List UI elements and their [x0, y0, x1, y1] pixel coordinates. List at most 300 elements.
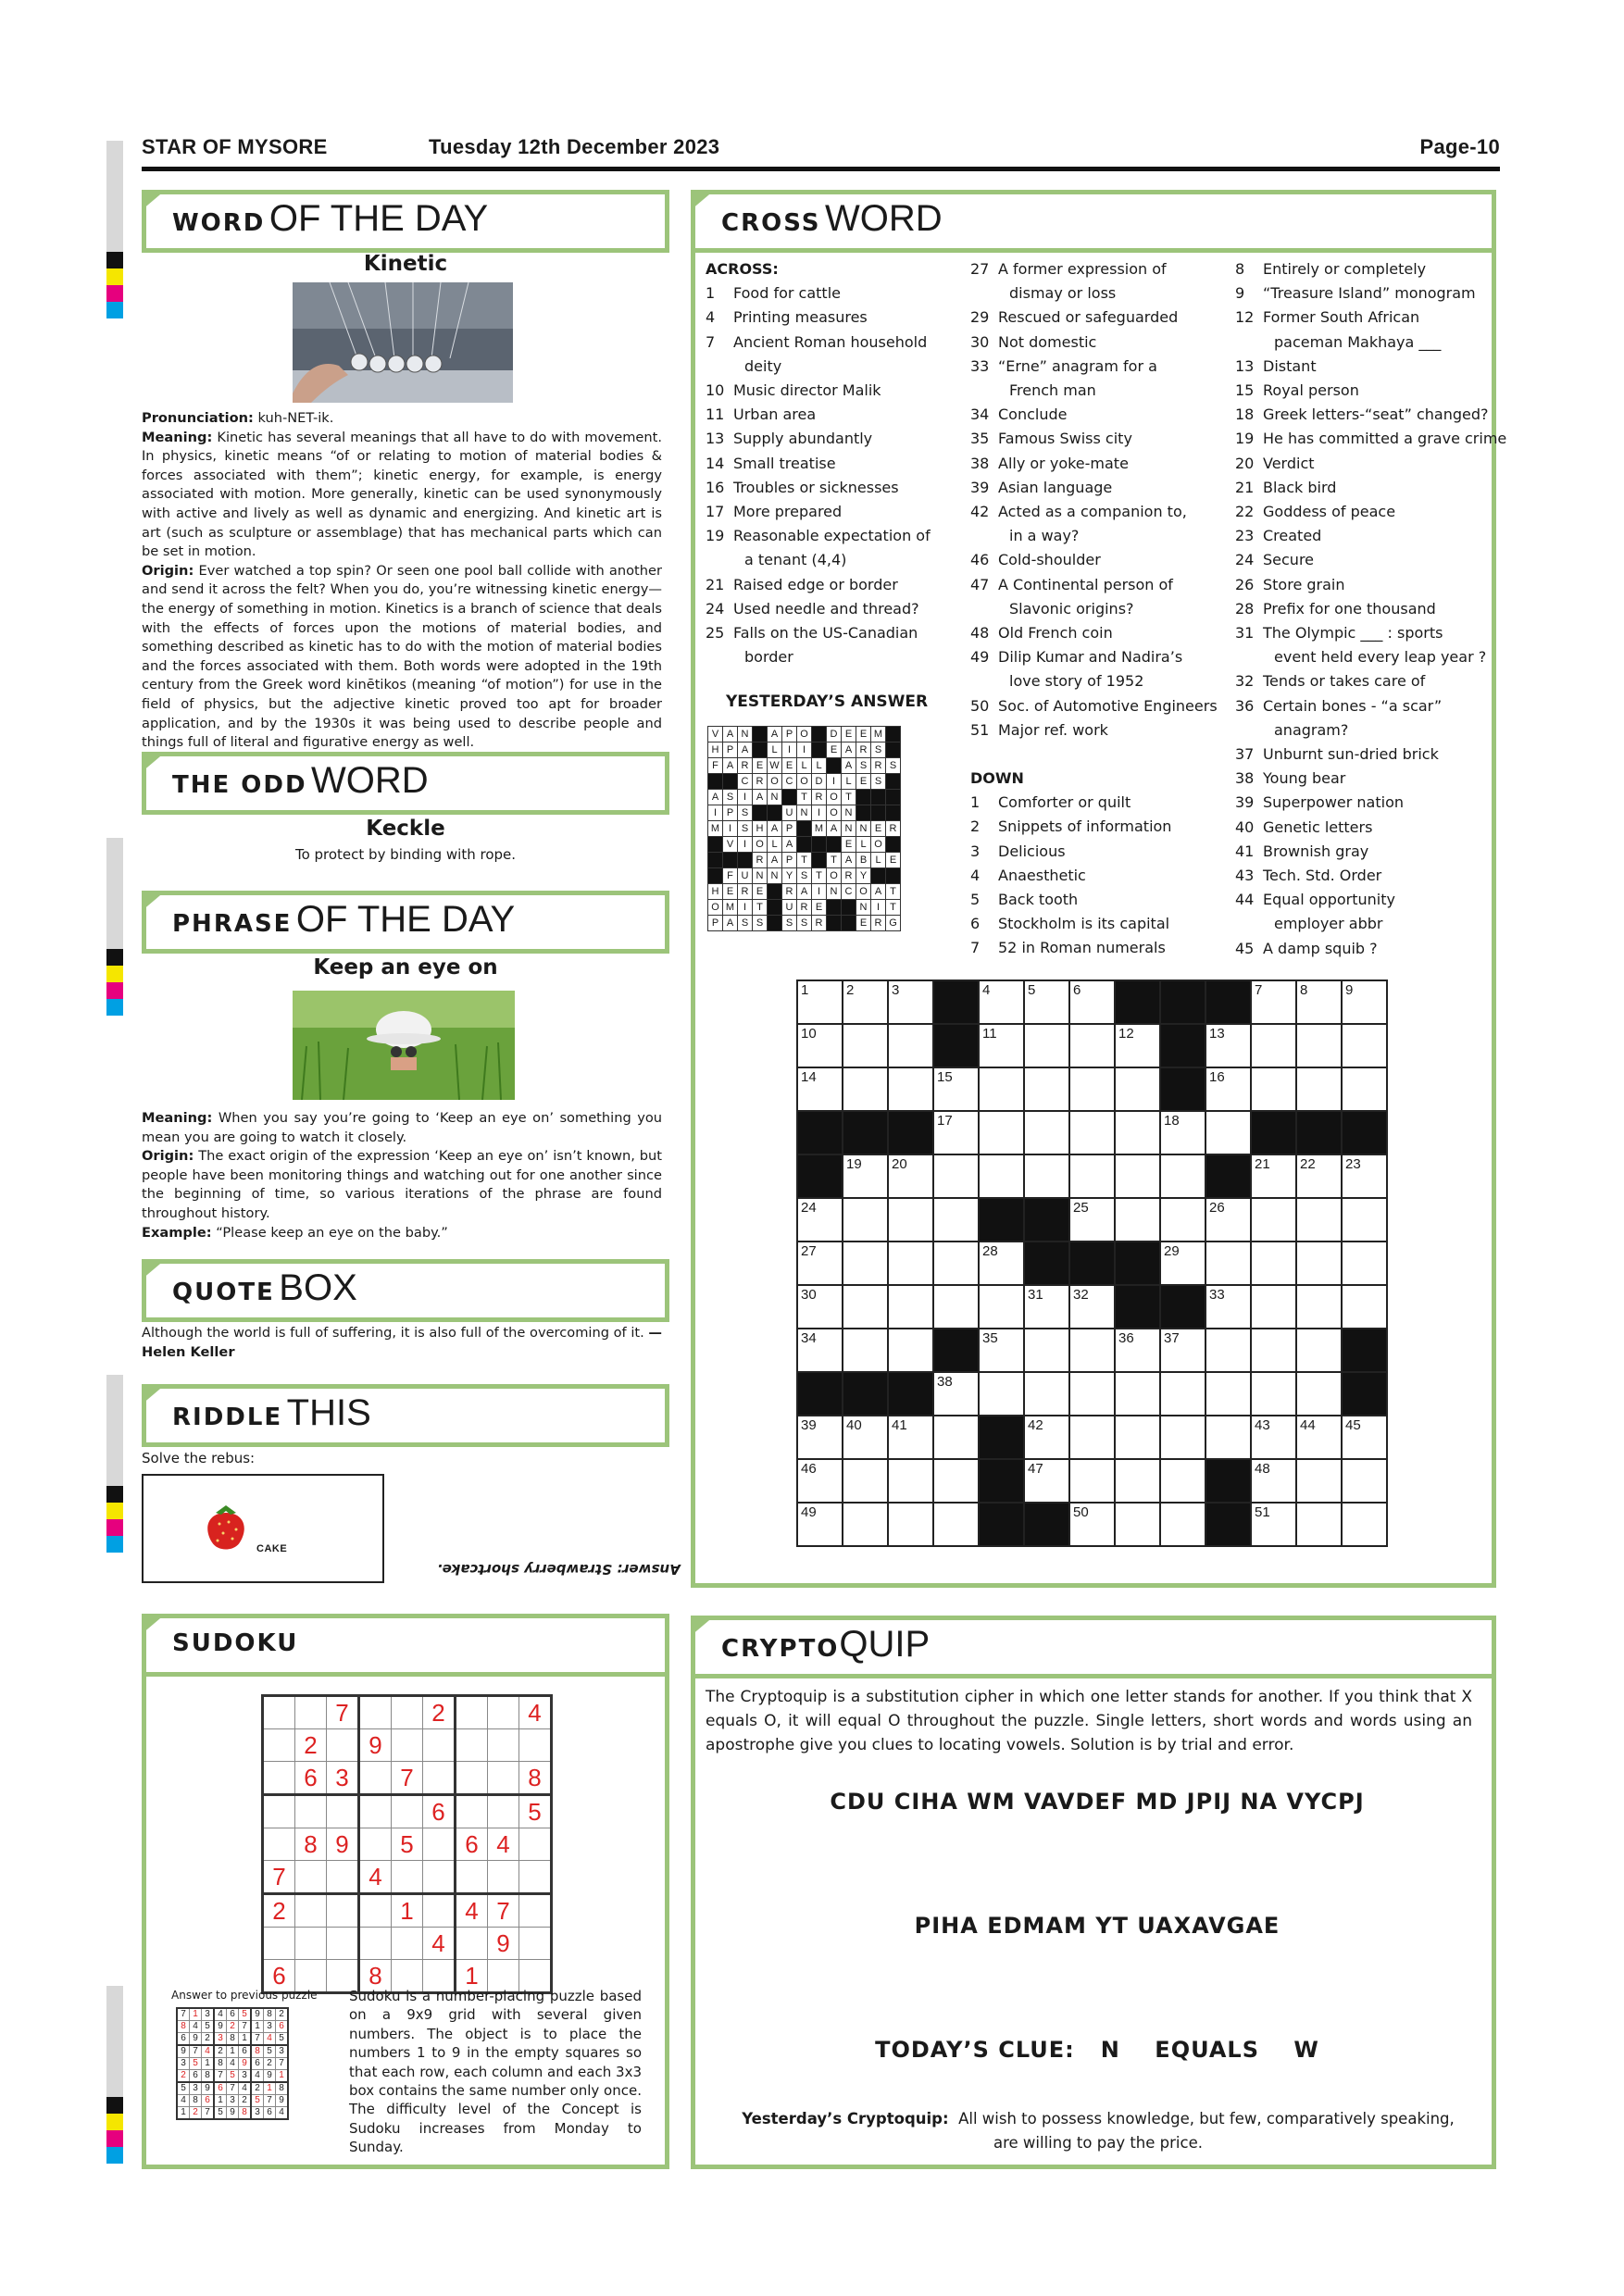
crossword-cell[interactable]	[843, 1416, 888, 1459]
reg-mark-yellow	[106, 2114, 123, 2130]
crossword-cell[interactable]	[1251, 1024, 1296, 1067]
clue-number: 17	[706, 503, 725, 521]
crossword-cell[interactable]	[933, 1067, 979, 1111]
crossword-row	[797, 1285, 1387, 1329]
crossword-cell[interactable]	[1160, 1111, 1206, 1154]
sudoku-cell[interactable]	[359, 1762, 392, 1795]
clue-row	[1235, 427, 1507, 451]
sudoku-cell[interactable]	[519, 1861, 552, 1894]
crossword-cell[interactable]	[888, 1154, 933, 1198]
crossword-cell[interactable]	[1342, 1416, 1387, 1459]
grid-cell: O	[827, 790, 842, 805]
crossword-cell[interactable]	[933, 1242, 979, 1285]
crossword-cell[interactable]	[1206, 1416, 1251, 1459]
clue-row	[1235, 937, 1490, 961]
crossword-cell[interactable]	[843, 1198, 888, 1242]
sudoku-cell: 8	[202, 2070, 215, 2083]
crossword-cell[interactable]	[1160, 1503, 1206, 1546]
clue-row	[706, 500, 956, 524]
crossword-cell[interactable]	[1024, 1285, 1069, 1329]
sudoku-cell[interactable]	[327, 1861, 359, 1894]
clue-number: 39	[1235, 793, 1255, 812]
crossword-cell[interactable]	[1160, 1459, 1206, 1503]
sudoku-cell: 5	[177, 2082, 190, 2095]
clue-row	[970, 694, 1220, 718]
crossword-cell[interactable]	[1160, 1372, 1206, 1416]
crossword-cell[interactable]	[1160, 1198, 1206, 1242]
sudoku-cell[interactable]	[359, 1928, 392, 1960]
grid-cell: U	[738, 868, 753, 884]
crossword-cell[interactable]	[1069, 1111, 1115, 1154]
grid-cell	[842, 900, 856, 916]
crossword-cell[interactable]	[888, 1416, 933, 1459]
section-title: THE ODD WORD	[172, 760, 429, 801]
crossword-cell[interactable]	[1024, 1372, 1069, 1416]
black-square	[797, 1154, 843, 1198]
crossword-cell[interactable]	[1069, 1372, 1115, 1416]
crossword-cell[interactable]	[1069, 1198, 1115, 1242]
crossword-cell[interactable]	[933, 1285, 979, 1329]
sudoku-cell[interactable]	[423, 1828, 456, 1861]
crossword-cell[interactable]	[979, 980, 1024, 1024]
sudoku-cell: 6	[202, 2095, 215, 2107]
crossword-cell[interactable]	[1296, 1067, 1342, 1111]
sudoku-cell: 3	[264, 2021, 276, 2033]
crossword-cell[interactable]	[979, 1242, 1024, 1285]
crossword-cell[interactable]	[933, 1416, 979, 1459]
grid-cell: A	[842, 758, 856, 774]
sudoku-cell[interactable]	[263, 1696, 295, 1729]
crossword-cell[interactable]	[1160, 1242, 1206, 1285]
clue-row	[706, 645, 956, 669]
sudoku-cell: 6	[190, 2070, 202, 2083]
sudoku-cell: 4	[177, 2095, 190, 2107]
clue-number	[1235, 645, 1263, 669]
cryptoquip-header	[691, 1616, 1496, 1678]
sudoku-cell[interactable]	[359, 1795, 392, 1828]
clue-row	[1235, 791, 1490, 815]
sudoku-row	[177, 2070, 288, 2083]
crossword-cell[interactable]	[1206, 1111, 1251, 1154]
clue-row	[1235, 840, 1490, 864]
sudoku-cell[interactable]	[359, 1894, 392, 1928]
sudoku-cell: 1	[251, 2021, 264, 2033]
black-square	[1024, 1198, 1069, 1242]
crossword-cell[interactable]	[979, 1111, 1024, 1154]
grid-cell: L	[871, 853, 886, 868]
crossword-cell[interactable]	[979, 1024, 1024, 1067]
sudoku-cell[interactable]	[488, 1795, 519, 1828]
crossword-cell[interactable]	[1296, 980, 1342, 1024]
crossword-cell[interactable]	[797, 1242, 843, 1285]
crossword-cell[interactable]	[1342, 1242, 1387, 1285]
crossword-cell[interactable]	[1024, 1154, 1069, 1198]
grid-cell	[753, 742, 768, 758]
cell-number: 37	[1164, 1330, 1180, 1346]
grid-cell: A	[753, 790, 768, 805]
crossword-cell[interactable]	[1251, 1067, 1296, 1111]
crossword-cell[interactable]	[888, 1198, 933, 1242]
clue-number: 14	[706, 454, 725, 472]
crossword-cell[interactable]	[1024, 1024, 1069, 1067]
clue-number: 48	[970, 624, 990, 643]
crossword-cell[interactable]	[1251, 980, 1296, 1024]
clue-text: Dilip Kumar and Nadira’s	[998, 648, 1183, 667]
sudoku-cell[interactable]	[456, 1928, 488, 1960]
crossword-cell[interactable]	[1342, 980, 1387, 1024]
clue-text: Soc. of Automotive Engineers	[998, 696, 1218, 715]
crossword-cell[interactable]	[1296, 1329, 1342, 1372]
grid-cell: T	[886, 900, 901, 916]
crossword-cell[interactable]	[1296, 1459, 1342, 1503]
sudoku-cell[interactable]	[423, 1762, 456, 1795]
grid-cell: N	[768, 868, 782, 884]
sudoku-cell[interactable]	[263, 1828, 295, 1861]
crossword-cell[interactable]	[979, 1067, 1024, 1111]
grid-cell: H	[708, 742, 723, 758]
sudoku-cell: 9	[327, 1828, 359, 1861]
sudoku-cell[interactable]	[519, 1894, 552, 1928]
grid-cell	[812, 727, 827, 742]
crossword-cell[interactable]	[797, 1329, 843, 1372]
crossword-cell[interactable]	[1342, 1067, 1387, 1111]
crossword-cell[interactable]	[1251, 1503, 1296, 1546]
crossword-cell[interactable]	[933, 1111, 979, 1154]
clue-row	[1235, 257, 1490, 281]
crossword-cell[interactable]	[1206, 1024, 1251, 1067]
crossword-cell[interactable]	[1069, 1329, 1115, 1372]
crossword-cell[interactable]	[1115, 1329, 1160, 1372]
crossword-cell[interactable]	[797, 980, 843, 1024]
crossword-cell[interactable]	[1296, 1242, 1342, 1285]
sudoku-cell[interactable]	[423, 1729, 456, 1762]
sudoku-cell[interactable]	[423, 1894, 456, 1928]
sudoku-cell[interactable]	[295, 1795, 327, 1828]
sudoku-cell: 7	[251, 2033, 264, 2046]
grid-cell: N	[842, 805, 856, 821]
crossword-cell[interactable]	[1115, 1459, 1160, 1503]
crossword-cell[interactable]	[1342, 1459, 1387, 1503]
clue-row	[970, 403, 1220, 427]
crossword-cell[interactable]	[1206, 1067, 1251, 1111]
reg-mark-magenta	[106, 2130, 123, 2147]
crossword-cell[interactable]	[797, 1024, 843, 1067]
sudoku-cell: 3	[214, 2033, 227, 2046]
crossword-cell[interactable]	[1342, 1154, 1387, 1198]
crossword-cell[interactable]	[1251, 1416, 1296, 1459]
grid-cell: P	[723, 805, 738, 821]
cell-number: 41	[892, 1417, 907, 1433]
crossword-cell[interactable]	[843, 1242, 888, 1285]
crossword-cell[interactable]	[843, 1154, 888, 1198]
sudoku-cell[interactable]	[327, 1894, 359, 1928]
crossword-cell[interactable]	[1342, 1503, 1387, 1546]
black-square	[1115, 1285, 1160, 1329]
crossword-cell[interactable]	[843, 1503, 888, 1546]
sudoku-cell[interactable]	[519, 1928, 552, 1960]
clue-number	[970, 669, 998, 693]
crossword-cell[interactable]	[1024, 1329, 1069, 1372]
crossword-cell[interactable]	[888, 980, 933, 1024]
crossword-cell[interactable]	[1069, 1154, 1115, 1198]
sudoku-cell[interactable]	[519, 1729, 552, 1762]
clue-text: Tends or takes care of	[1263, 672, 1426, 691]
crossword-cell[interactable]	[843, 1329, 888, 1372]
clue-text: Store grain	[1263, 575, 1345, 593]
grid-row	[708, 868, 901, 884]
crossword-cell[interactable]	[979, 1372, 1024, 1416]
sudoku-cell: 9	[264, 2070, 276, 2083]
sudoku-cell[interactable]	[359, 1696, 392, 1729]
crossword-cell[interactable]	[933, 1372, 979, 1416]
crossword-cell[interactable]	[797, 1067, 843, 1111]
crossword-cell[interactable]	[888, 1459, 933, 1503]
crossword-cell[interactable]	[1296, 1024, 1342, 1067]
crossword-cell[interactable]	[797, 1285, 843, 1329]
sudoku-cell: 4	[202, 2045, 215, 2058]
cell-number: 4	[982, 982, 991, 998]
grid-cell	[886, 790, 901, 805]
grid-cell: U	[782, 900, 797, 916]
clue-number: 50	[970, 696, 990, 715]
sudoku-cell[interactable]	[295, 1894, 327, 1928]
sudoku-cell: 1	[456, 1960, 488, 1993]
clue-text: Acted as a companion to,	[998, 503, 1187, 521]
crossword-cell[interactable]	[888, 1067, 933, 1111]
sudoku-cell[interactable]	[263, 1795, 295, 1828]
sudoku-cell: 4	[190, 2021, 202, 2033]
grid-cell: T	[842, 790, 856, 805]
crossword-cell[interactable]	[1296, 1198, 1342, 1242]
sudoku-cell[interactable]	[456, 1795, 488, 1828]
sudoku-cell: 7	[202, 2107, 215, 2120]
crossword-cell[interactable]	[888, 1503, 933, 1546]
crossword-cell[interactable]	[797, 1503, 843, 1546]
grid-cell: D	[827, 727, 842, 742]
crossword-cell[interactable]	[1024, 1067, 1069, 1111]
crossword-cell[interactable]	[1206, 1242, 1251, 1285]
clue-row	[706, 403, 956, 427]
corner-flag	[142, 1259, 166, 1279]
black-square	[1024, 1242, 1069, 1285]
sudoku-cell[interactable]	[359, 1828, 392, 1861]
crossword-cell[interactable]	[1296, 1154, 1342, 1198]
clue-number: 37	[1235, 745, 1255, 764]
sudoku-cell: 4	[519, 1696, 552, 1729]
clue-text: Used needle and thread?	[733, 599, 919, 618]
cell-number: 22	[1300, 1156, 1316, 1172]
reg-mark-cyan	[106, 999, 123, 1016]
crossword-cell[interactable]	[1342, 1198, 1387, 1242]
crossword-cell[interactable]	[797, 1416, 843, 1459]
sudoku-cell[interactable]	[456, 1696, 488, 1729]
crossword-row	[797, 980, 1387, 1024]
crossword-cell[interactable]	[888, 1285, 933, 1329]
black-square	[1296, 1111, 1342, 1154]
sudoku-cell: 4	[264, 2033, 276, 2046]
sudoku-cell[interactable]	[327, 1729, 359, 1762]
crossword-cell[interactable]	[1115, 1503, 1160, 1546]
paper-name: STAR OF MYSORE	[142, 135, 328, 158]
grid-cell	[886, 837, 901, 853]
clue-text: Urban area	[733, 406, 817, 424]
cell-number: 11	[982, 1026, 997, 1042]
crossword-cell[interactable]	[1251, 1459, 1296, 1503]
crossword-cell[interactable]	[1069, 1416, 1115, 1459]
crossword-cell[interactable]	[1296, 1416, 1342, 1459]
clue-row	[970, 306, 1220, 330]
crossword-cell[interactable]	[843, 1067, 888, 1111]
sudoku-cell[interactable]	[263, 1762, 295, 1795]
crossword-cell[interactable]	[888, 1024, 933, 1067]
grid-cell: N	[768, 790, 782, 805]
crossword-cell[interactable]	[1160, 1154, 1206, 1198]
crossword-cell[interactable]	[1115, 1154, 1160, 1198]
grid-cell: L	[768, 837, 782, 853]
crossword-cell[interactable]	[1024, 1111, 1069, 1154]
clue-number: 28	[1235, 599, 1255, 618]
grid-cell: A	[871, 884, 886, 900]
crossword-cell[interactable]	[1296, 1285, 1342, 1329]
crossword-cell[interactable]	[979, 1329, 1024, 1372]
sudoku-cell[interactable]	[519, 1828, 552, 1861]
crossword-cell[interactable]	[1160, 1329, 1206, 1372]
crossword-cell[interactable]	[1069, 1503, 1115, 1546]
crossword-cell[interactable]	[1251, 1198, 1296, 1242]
crossword-cell[interactable]	[979, 1154, 1024, 1198]
sudoku-cell[interactable]	[327, 1795, 359, 1828]
crossword-cell[interactable]	[1206, 1285, 1251, 1329]
crossword-cell[interactable]	[1069, 980, 1115, 1024]
clue-row	[970, 791, 1220, 815]
grid-cell	[768, 805, 782, 821]
sudoku-cell[interactable]	[423, 1861, 456, 1894]
pronunciation-label: Pronunciation:	[142, 410, 254, 426]
clue-row	[706, 621, 956, 645]
clue-text: Prefix for one thousand	[1263, 599, 1436, 618]
grid-row	[708, 774, 901, 790]
sudoku-cell[interactable]	[392, 1861, 423, 1894]
clue-number: 20	[1235, 454, 1255, 472]
reg-mark-cyan	[106, 2147, 123, 2164]
crossword-cell[interactable]	[1206, 1329, 1251, 1372]
crossword-cell[interactable]	[933, 1154, 979, 1198]
crossword-cell[interactable]	[979, 1285, 1024, 1329]
crossword-cell[interactable]	[933, 1198, 979, 1242]
crossword-cell[interactable]	[1115, 1067, 1160, 1111]
sudoku-cell[interactable]	[295, 1861, 327, 1894]
clue-row	[1235, 403, 1490, 427]
sudoku-cell[interactable]	[392, 1729, 423, 1762]
clue-number: 31	[1235, 624, 1255, 643]
crossword-cell[interactable]	[888, 1242, 933, 1285]
crossword-cell[interactable]	[843, 1459, 888, 1503]
crossword-cell[interactable]	[1115, 1024, 1160, 1067]
sudoku-cell[interactable]	[488, 1762, 519, 1795]
black-square	[979, 1503, 1024, 1546]
crossword-cell[interactable]	[797, 1459, 843, 1503]
crossword-cell[interactable]	[1160, 1416, 1206, 1459]
clue-row	[1235, 718, 1490, 742]
crossword-cell[interactable]	[1251, 1329, 1296, 1372]
down-clues-continued	[1235, 257, 1507, 961]
crossword-cell[interactable]	[1024, 1416, 1069, 1459]
grid-cell: B	[856, 853, 871, 868]
sudoku-cell[interactable]	[263, 1928, 295, 1960]
sudoku-cell[interactable]	[295, 1696, 327, 1729]
crossword-cell[interactable]	[933, 1503, 979, 1546]
crossword-cell[interactable]	[1024, 980, 1069, 1024]
grid-cell: A	[708, 790, 723, 805]
crossword-cell[interactable]	[1251, 1285, 1296, 1329]
sudoku-row	[177, 2021, 288, 2033]
crossword-cell[interactable]	[1115, 1416, 1160, 1459]
sudoku-cell[interactable]	[327, 1928, 359, 1960]
crossword-cell[interactable]	[1115, 1111, 1160, 1154]
sudoku-cell[interactable]	[456, 1762, 488, 1795]
crossword-cell[interactable]	[1069, 1024, 1115, 1067]
sudoku-cell[interactable]	[456, 1861, 488, 1894]
clue-text: Troubles or sicknesses	[733, 478, 899, 496]
crossword-cell[interactable]	[1251, 1154, 1296, 1198]
crossword-cell[interactable]	[1251, 1372, 1296, 1416]
crossword-cell[interactable]	[843, 980, 888, 1024]
crossword-cell[interactable]	[843, 1024, 888, 1067]
sudoku-cell[interactable]	[392, 1928, 423, 1960]
sudoku-cell[interactable]	[263, 1729, 295, 1762]
crossword-cell[interactable]	[1342, 1024, 1387, 1067]
sudoku-cell[interactable]	[488, 1696, 519, 1729]
sudoku-cell: 7	[214, 2070, 227, 2083]
crossword-cell[interactable]	[1251, 1242, 1296, 1285]
crossword-cell[interactable]	[1069, 1067, 1115, 1111]
sudoku-cell[interactable]	[392, 1795, 423, 1828]
crossword-cell[interactable]	[797, 1198, 843, 1242]
clue-number: 7	[970, 939, 981, 957]
crossword-cell[interactable]	[1115, 1198, 1160, 1242]
cell-number: 28	[982, 1243, 998, 1259]
crossword-cell[interactable]	[1206, 1372, 1251, 1416]
sudoku-cell[interactable]	[488, 1861, 519, 1894]
crossword-cell[interactable]	[933, 1459, 979, 1503]
crossword-cell[interactable]	[1115, 1372, 1160, 1416]
crossword-cell[interactable]	[1069, 1285, 1115, 1329]
grid-cell: R	[753, 774, 768, 790]
sudoku-cell[interactable]	[456, 1729, 488, 1762]
sudoku-cell: 7	[392, 1762, 423, 1795]
crossword-cell[interactable]	[1069, 1459, 1115, 1503]
crossword-cell[interactable]	[888, 1329, 933, 1372]
grid-cell: N	[842, 821, 856, 837]
sudoku-cell: 1	[190, 2008, 202, 2021]
crossword-cell[interactable]	[1296, 1503, 1342, 1546]
sudoku-cell: 8	[227, 2033, 239, 2046]
quote-text: Although the world is full of suffering, it is also full of the overcoming of it.	[142, 1325, 644, 1341]
grid-cell	[827, 900, 842, 916]
crossword-cell[interactable]	[1206, 1198, 1251, 1242]
crossword-cell[interactable]	[843, 1285, 888, 1329]
crossword-cell[interactable]	[1024, 1459, 1069, 1503]
crossword-cell[interactable]	[1296, 1372, 1342, 1416]
grid-cell	[797, 837, 812, 853]
sudoku-cell[interactable]	[488, 1729, 519, 1762]
sudoku-cell[interactable]	[392, 1696, 423, 1729]
clue-row	[970, 645, 1220, 669]
grid-row	[708, 790, 901, 805]
cell-number: 1	[801, 982, 809, 998]
sudoku-cell[interactable]	[295, 1928, 327, 1960]
crossword-cell[interactable]	[1342, 1285, 1387, 1329]
